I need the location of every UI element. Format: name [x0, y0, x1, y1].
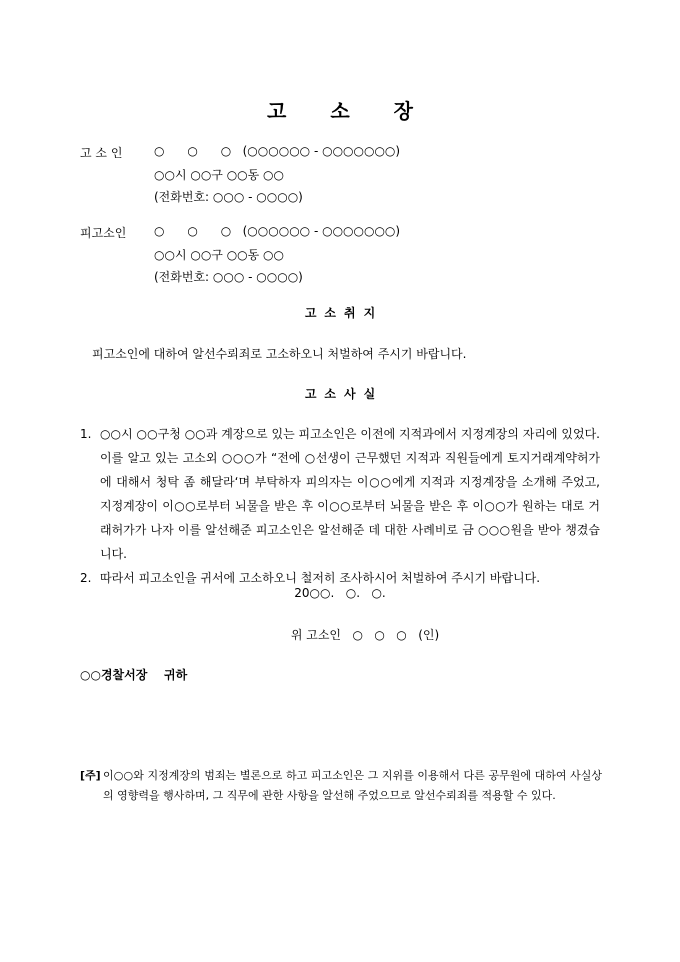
note-text: 이○○와 지정계장의 범죄는 별론으로 하고 피고소인은 그 지위를 이용해서 다른 공무원에 대하여 사실상의 영향력을 행사하며, 그 직무에 관한 사항을 알선해 주었으므로 알선수뢰죄를 적용할 수 있다. [103, 769, 602, 802]
heading-char: 고 [304, 387, 317, 401]
document-title [0, 95, 680, 124]
purpose-heading [0, 304, 680, 321]
facts-heading [0, 385, 680, 402]
purpose-text: 피고소인에 대하여 알선수뢰죄로 고소하오니 처벌하여 주시기 바랍니다. [92, 347, 467, 361]
defendant-address: ○○시 ○○구 ○○동 ○○ [154, 248, 284, 262]
fact-text: ○○시 ○○구청 ○○과 계장으로 있는 피고소인은 이전에 지적과에서 지정계장의 자리에 있었다. 이를 알고 있는 고소외 ○○○가 “전에 ○선생이 근무했던 지적과 직원들에게 토지거래계약허가에 대해서 청탁 좀 해달라‘며 부탁하자 피의자는 이○○에게 지적과 지정계장을 소개해 주었고, 지정계장이 이○○로부터 뇌물을 받은 후 이○○로부터 뇌물을 받은 후 이○○가 원하는 대로 거래허가가 나자 이를 알선해준 피고소인은 알선해준 데 대한 사례비로 금 ○○○원을 받아 챙겼습니다. [100, 427, 600, 561]
signature-line: 위 고소인 ○ ○ ○ (인) [290, 628, 440, 642]
addressee: ○○경찰서장 귀하 [80, 668, 188, 682]
heading-char: 실 [363, 387, 376, 401]
fact-item [80, 422, 600, 566]
facts-list [80, 422, 600, 590]
defendant-name-line: ○ ○ ○ (○○○○○○ - ○○○○○○○) [154, 224, 401, 238]
fact-text: 따라서 피고소인을 귀서에 고소하오니 철저히 조사하시어 처벌하여 주시기 바랍니다. [100, 571, 541, 585]
fact-number: 2. [80, 571, 92, 585]
heading-char: 소 [324, 306, 336, 320]
defendant-phone: (전화번호: ○○○ - ○○○○) [154, 270, 303, 284]
defendant-label: 피고소인 [80, 226, 127, 240]
heading-char: 취 [344, 306, 356, 320]
complainant-label: 고 소 인 [80, 146, 123, 160]
heading-char: 고 [304, 306, 317, 320]
note-tag: [주] [80, 769, 101, 782]
title-char: 고 [267, 99, 287, 123]
title-char: 장 [393, 99, 413, 123]
complainant-phone: (전화번호: ○○○ - ○○○○) [154, 190, 303, 204]
complaint-date: 20○○. ○. ○. [294, 586, 386, 600]
heading-char: 사 [344, 387, 356, 401]
complainant-name-line: ○ ○ ○ (○○○○○○ - ○○○○○○○) [154, 144, 401, 158]
fact-number: 1. [80, 427, 92, 441]
heading-char: 지 [363, 306, 376, 320]
note-block [80, 766, 602, 806]
heading-char: 소 [324, 387, 336, 401]
complainant-address: ○○시 ○○구 ○○동 ○○ [154, 168, 284, 182]
title-char: 소 [330, 99, 350, 123]
